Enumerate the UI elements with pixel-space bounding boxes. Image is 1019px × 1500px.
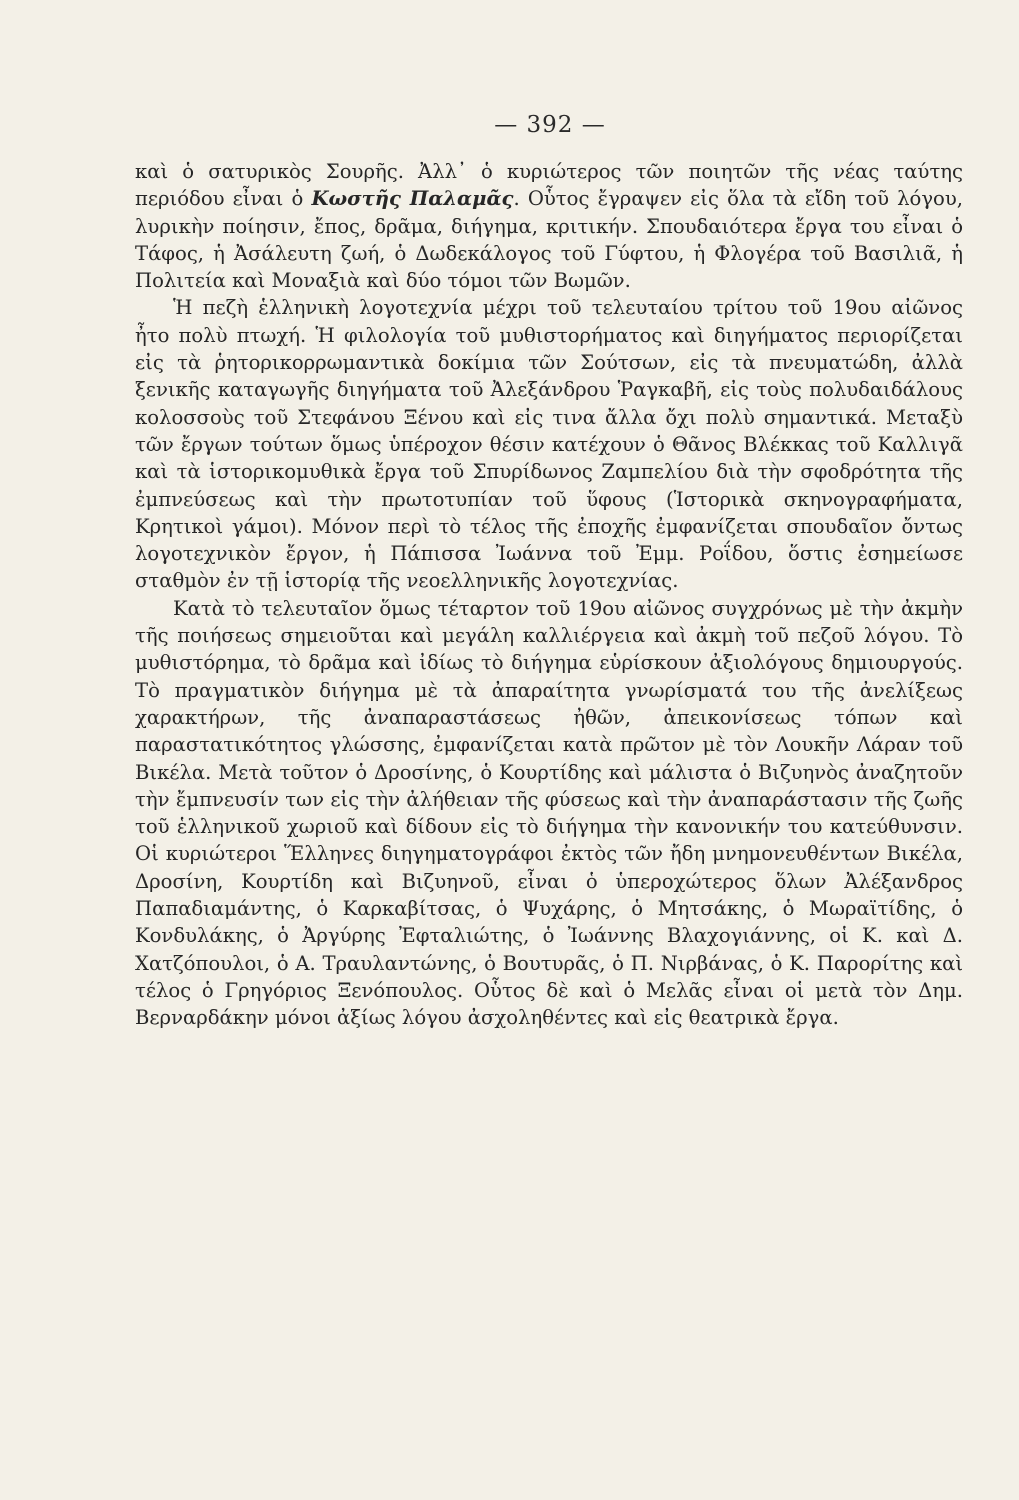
paragraph-2: Ἡ πεζὴ ἑλληνικὴ λογοτεχνία μέχρι τοῦ τελευταίου τρίτου τοῦ 19ου αἰῶνος ἦτο πολὺ πτωχή. Ἡ φιλολογία τοῦ μυθιστορήματος καὶ διηγήματος περιορίζεται εἰς τὰ ῥητορικορρωμαντικὰ δοκίμια τῶν Σούτσων, εἰς τὰ πνευματώδη, ἀλλὰ ξενικῆς καταγωγῆς διηγήματα τοῦ Ἀλεξάνδρου Ῥαγκαβῆ, εἰς τοὺς πολυδαιδάλους κολοσσοὺς τοῦ Στεφάνου Ξένου καὶ εἰς τινα ἄλλα ὄχι πολὺ σημαντικά. Μεταξὺ τῶν ἔργων τούτων ὅμως ὑπέροχον θέσιν κατέχουν ὁ Θᾶνος Βλέκκας τοῦ Καλλιγᾶ καὶ τὰ ἱστορικομυθικὰ ἔργα τοῦ Σπυρίδωνος Ζαμπελίου διὰ τὴν σφοδρότητα τῆς ἐμπνεύσεως καὶ τὴν πρωτοτυπίαν τοῦ ὕφους (Ἱστορικὰ σκηνογραφήματα, Κρητικοὶ γάμοι). Μόνον περὶ τὸ τέλος τῆς ἐποχῆς ἐμφανίζεται σπουδαῖον ὄντως λογοτεχνικὸν ἔργον, ἡ Πάπισσα Ἰωάννα τοῦ Ἐμμ. Ροΐδου, ὅστις ἐσημείωσε σταθμὸν ἐν τῇ ἱστορίᾳ τῆς νεοελληνικῆς λογοτεχνίας. — [135, 296, 963, 593]
paragraph-1-end: . Οὗτος ἔγραψεν εἰς ὅλα τὰ εἴδη τοῦ λόγου, λυρικὴν ποίησιν, ἔπος, δρᾶμα, διήγημα, κριτικήν. Σπουδαιότερα ἔργα του εἶναι ὁ Τάφος, ἡ Ἀσάλευτη ζωή, ὁ Δωδεκάλογος τοῦ Γύφτου, ἡ Φλογέρα τοῦ Βασιλιᾶ, ἡ Πολιτεία καὶ Μοναξιὰ καὶ δύο τόμοι τῶν Βωμῶν. — [135, 187, 963, 293]
body-text — [135, 158, 963, 1032]
author-name-emphasis: Κωστῆς Παλαμᾶς — [311, 187, 514, 211]
paragraph-3: Κατὰ τὸ τελευταῖον ὅμως τέταρτον τοῦ 19ου αἰῶνος συγχρόνως μὲ τὴν ἀκμὴν τῆς ποιήσεως σημειοῦται καὶ μεγάλη καλλιέργεια καὶ ἀκμὴ τοῦ πεζοῦ λόγου. Τὸ μυθιστόρημα, τὸ δρᾶμα καὶ ἰδίως τὸ διήγημα εὑρίσκουν ἀξιολόγους δημιουργούς. Τὸ πραγματικὸν διήγημα μὲ τὰ ἀπαραίτητα γνωρίσματά του τῆς ἀνελίξεως χαρακτήρων, τῆς ἀναπαραστάσεως ἠθῶν, ἀπεικονίσεως τόπων καὶ παραστατικότητος γλώσσης, ἐμφανίζεται κατὰ πρῶτον μὲ τὸν Λουκῆν Λάραν τοῦ Βικέλα. Μετὰ τοῦτον ὁ Δροσίνης, ὁ Κουρτίδης καὶ μάλιστα ὁ Βιζυηνὸς ἀναζητοῦν τὴν ἔμπνευσίν των εἰς τὴν ἀλήθειαν τῆς φύσεως καὶ τὴν ἀναπαράστασιν τῆς ζωῆς τοῦ ἑλληνικοῦ χωριοῦ καὶ δίδουν εἰς τὸ διήγημα τὴν κανονικήν του κατεύθυνσιν. Οἱ κυριώτεροι Ἕλληνες διηγηματογράφοι ἐκτὸς τῶν ἤδη μνημονευθέντων Βικέλα, Δροσίνη, Κουρτίδη καὶ Βιζυηνοῦ, εἶναι ὁ ὑπεροχώτερος ὅλων Ἀλέξανδρος Παπαδιαμάντης, ὁ Καρκαβίτσας, ὁ Ψυχάρης, ὁ Μητσάκης, ὁ Μωραϊτίδης, ὁ Κονδυλάκης, ὁ Ἀργύρης Ἐφταλιώτης, ὁ Ἰωάννης Βλαχογιάννης, οἱ Κ. καὶ Δ. Χατζόπουλοι, ὁ Α. Τραυλαντώνης, ὁ Βουτυρᾶς, ὁ Π. Νιρβάνας, ὁ Κ. Παρορίτης καὶ τέλος ὁ Γρηγόριος Ξενόπουλος. Οὗτος δὲ καὶ ὁ Μελᾶς εἶναι οἱ μετὰ τὸν Δημ. Βερναρδάκην μόνοι ἀξίως λόγου ἀσχοληθέντες καὶ εἰς θεατρικὰ ἔργα. — [135, 596, 963, 1030]
paragraph-1 — [135, 158, 963, 294]
page-number: — 392 — — [494, 112, 606, 138]
paragraph-1-start: καὶ ὁ σατυρικὸς Σουρῆς. Ἀλλ᾽ ὁ κυριώτερος τῶν ποιητῶν τῆς νέας ταύτης περιόδου εἶναι ὁ — [135, 160, 963, 211]
